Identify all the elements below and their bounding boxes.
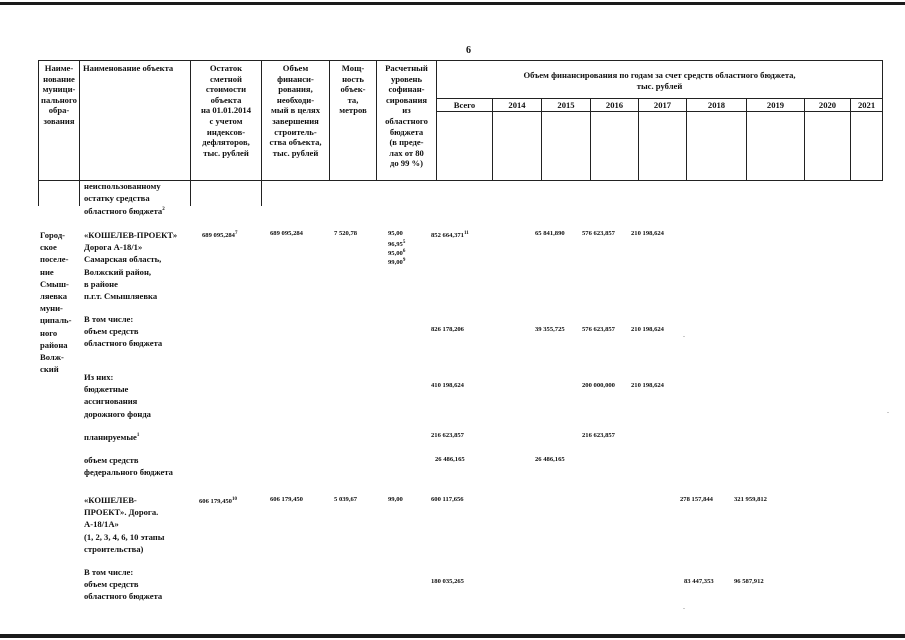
year-2014: 2014 — [493, 99, 542, 112]
bottom-border-line — [0, 634, 905, 638]
total-value: 600 117,656 — [431, 496, 464, 503]
cell-empty — [747, 112, 805, 181]
total-value: 26 486,165 — [435, 456, 465, 463]
value-2018: 83 447,353 — [684, 578, 714, 585]
cell-empty — [805, 112, 851, 181]
year-2015: 2015 — [542, 99, 591, 112]
cofinancing-level-value: 99,00$^9$ — [388, 258, 406, 267]
grid-line — [79, 181, 80, 206]
scan-speck: . — [887, 406, 889, 415]
top-border-line — [0, 2, 905, 5]
year-2017: 2017 — [639, 99, 687, 112]
value-2017: 210 198,624 — [631, 382, 664, 389]
table-header — [38, 60, 883, 181]
value-2015: 26 486,165 — [535, 456, 565, 463]
including-regional-label: В том числе: объем средств областного бюджета — [84, 567, 163, 602]
total-value: 410 198,624 — [431, 382, 464, 389]
year-total: Всего — [437, 99, 493, 112]
cell-empty — [851, 112, 883, 181]
municipality-name: Город- ское поселе- ние Смыш- ляевка муни- ципаль- ного района Волж- ский — [40, 230, 72, 375]
header-cofinancing-level: Расчетный уровень софинан- сирования из областного бюджета (в преде- лах от 80 до 99 %) — [377, 61, 437, 181]
scan-speck: . — [683, 602, 685, 611]
remaining-cost-value: 606 179,450$^{10}$ — [199, 497, 237, 506]
total-value: 826 178,206 — [431, 326, 464, 333]
header-object-name: Наименование объекта — [80, 61, 191, 181]
total-value: 852 664,371$^{11}$ — [431, 231, 469, 240]
value-2015: 39 355,725 — [535, 326, 565, 333]
continued-object-text: неиспользованному остатку средства областного бюджета$^2$ — [84, 181, 165, 217]
value-2017: 210 198,624 — [631, 230, 664, 237]
federal-budget-label: объем средств федерального бюджета — [84, 455, 173, 478]
header-remaining-cost: Остаток сметной стоимости объекта на 01.01.2014 с учетом индексов- дефляторов, тыс. рублей — [191, 61, 262, 181]
cell-empty — [639, 112, 687, 181]
cofinancing-level-value: 95,00$^6$ — [388, 249, 406, 258]
value-2019: 96 587,912 — [734, 578, 764, 585]
cell-empty — [437, 112, 493, 181]
year-2019: 2019 — [747, 99, 805, 112]
value-2015: 65 841,890 — [535, 230, 565, 237]
total-value: 180 035,265 — [431, 578, 464, 585]
value-2016: 576 623,857 — [582, 326, 615, 333]
planned-label: планируемые$^1$ — [84, 431, 140, 442]
header-municipality: Наиме- нование муници- пального обра- зования — [39, 61, 80, 181]
value-2016: 576 623,857 — [582, 230, 615, 237]
grid-line — [261, 181, 262, 206]
header-funding-volume: Объем финанси- рования, необходи- мый в целях завершения строитель- ства объекта, тыс. рублей — [262, 61, 330, 181]
year-2018: 2018 — [687, 99, 747, 112]
scan-speck: . — [683, 330, 685, 339]
cofinancing-level-value: 96,95$^5$ — [388, 240, 406, 249]
cofinancing-level-value: 99,00 — [388, 496, 403, 503]
object-name: «КОШЕЛЕВ- ПРОЕКТ». Дорога. А-18/1А» (1, 2, 3, 4, 6, 10 этапы строительства) — [84, 495, 165, 554]
value-2019: 321 959,812 — [734, 496, 767, 503]
remaining-cost-value: 689 095,284$^7$ — [202, 231, 238, 240]
funding-volume-value: 689 095,284 — [270, 230, 303, 237]
value-2016: 200 000,000 — [582, 382, 615, 389]
header-funding-by-year: Объем финансирования по годам за счет средств областного бюджета, тыс. рублей — [437, 61, 883, 99]
grid-line — [38, 181, 39, 206]
value-2017: 210 198,624 — [631, 326, 664, 333]
page-number: 6 — [466, 45, 471, 56]
cell-empty — [687, 112, 747, 181]
year-2016: 2016 — [591, 99, 639, 112]
funding-volume-value: 606 179,450 — [270, 496, 303, 503]
road-fund-label: Из них: бюджетные ассигнования дорожного фонда — [84, 372, 151, 419]
grid-line — [190, 181, 191, 206]
object-name: «КОШЕЛЕВ-ПРОЕКТ» Дорога А-18/1» Самарская область, Волжский район, в районе п.г.т. Смышляевка — [84, 230, 178, 302]
including-regional-label: В том числе: объем средств областного бюджета — [84, 314, 163, 349]
cell-empty — [493, 112, 542, 181]
cofinancing-level-value: 95,00 — [388, 230, 403, 237]
capacity-value: 5 039,67 — [334, 496, 358, 503]
year-2021: 2021 — [851, 99, 883, 112]
value-2018: 278 157,844 — [680, 496, 713, 503]
total-value: 216 623,857 — [431, 432, 464, 439]
cell-empty — [542, 112, 591, 181]
header-capacity: Мощ- ность объек- та, метров — [330, 61, 377, 181]
year-2020: 2020 — [805, 99, 851, 112]
value-2016: 216 623,857 — [582, 432, 615, 439]
capacity-value: 7 520,78 — [334, 230, 358, 237]
cell-empty — [591, 112, 639, 181]
